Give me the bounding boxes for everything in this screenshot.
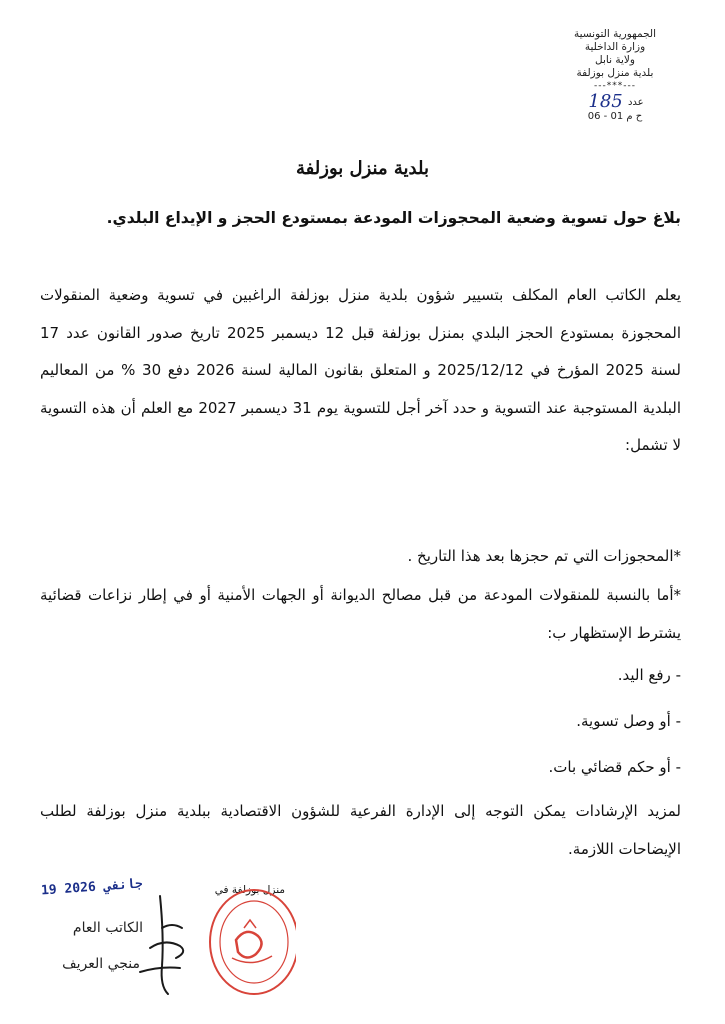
reference-label: عدد bbox=[627, 97, 644, 108]
reference-row bbox=[535, 91, 695, 112]
letterhead bbox=[535, 28, 695, 123]
signatory-role: الكاتب العام bbox=[72, 920, 143, 936]
reference-number: 185 bbox=[588, 91, 623, 112]
letterhead-line-municipality: بلدية منزل بوزلفة bbox=[576, 67, 654, 79]
exclusion-item-1: *المحجوزات التي تم حجزها بعد هذا التاريخ . bbox=[407, 547, 681, 565]
letterhead-line-republic: الجمهورية التونسية bbox=[574, 28, 656, 40]
requirement-bullet: - أو وصل تسوية. bbox=[576, 712, 681, 730]
paragraph-main: يعلم الكاتب العام المكلف بتسيير شؤون بلدية منزل بوزلفة الراغبين في تسوية وضعية المنقولات المحجوزة بمستودع الحجز البلدي بمنزل بوزلفة قبل 12 ديسمبر 2025 تاريخ صدور القانون عدد 17 لسنة 2025 المؤرخ في 2025/12/12 و المتعلق بقانون المالية لسنة 2026 دفع 30 % من المعاليم البلدية المستوجبة عند التسوية و حدد آخر أجل للتسوية يوم 31 ديسمبر 2027 مع العلم أن هذه التسوية لا تشمل: bbox=[40, 286, 682, 454]
letterhead-stars: ---***--- bbox=[594, 81, 636, 91]
announcement-subject: بلاغ حول تسوية وضعية المحجوزات المودعة بمستودع الحجز و الإيداع البلدي. bbox=[106, 209, 681, 227]
signature-place: منزل بوزلفة في bbox=[214, 884, 285, 896]
exclusion-item-2: *أما بالنسبة للمنقولات المودعة من قبل مصالح الديوانة أو الجهات الأمنية أو في إطار نزاعات قضائية يشترط الإستظهار ب: bbox=[40, 586, 681, 642]
requirement-bullet: - أو حكم قضائي بات. bbox=[548, 758, 681, 776]
letterhead-line-governorate: ولاية نابل bbox=[595, 54, 635, 66]
reference-date-code: 06 - 01 ح م bbox=[587, 111, 643, 122]
signature-date-stamp: 19 جانفي 2026 bbox=[40, 876, 144, 899]
signatory-name: منجي العريف bbox=[62, 956, 140, 972]
requirement-bullet: - رفع اليد. bbox=[617, 666, 681, 684]
handwritten-signature-icon bbox=[120, 888, 220, 998]
letterhead-line-ministry: وزارة الداخلية bbox=[584, 41, 646, 53]
document-title: بلدية منزل بوزلفة bbox=[296, 158, 429, 179]
closing-paragraph: لمزيد الإرشادات يمكن التوجه إلى الإدارة الفرعية للشؤون الاقتصادية ببلدية منزل بوزلفة لطلب الإيضاحات اللازمة. bbox=[40, 802, 681, 858]
